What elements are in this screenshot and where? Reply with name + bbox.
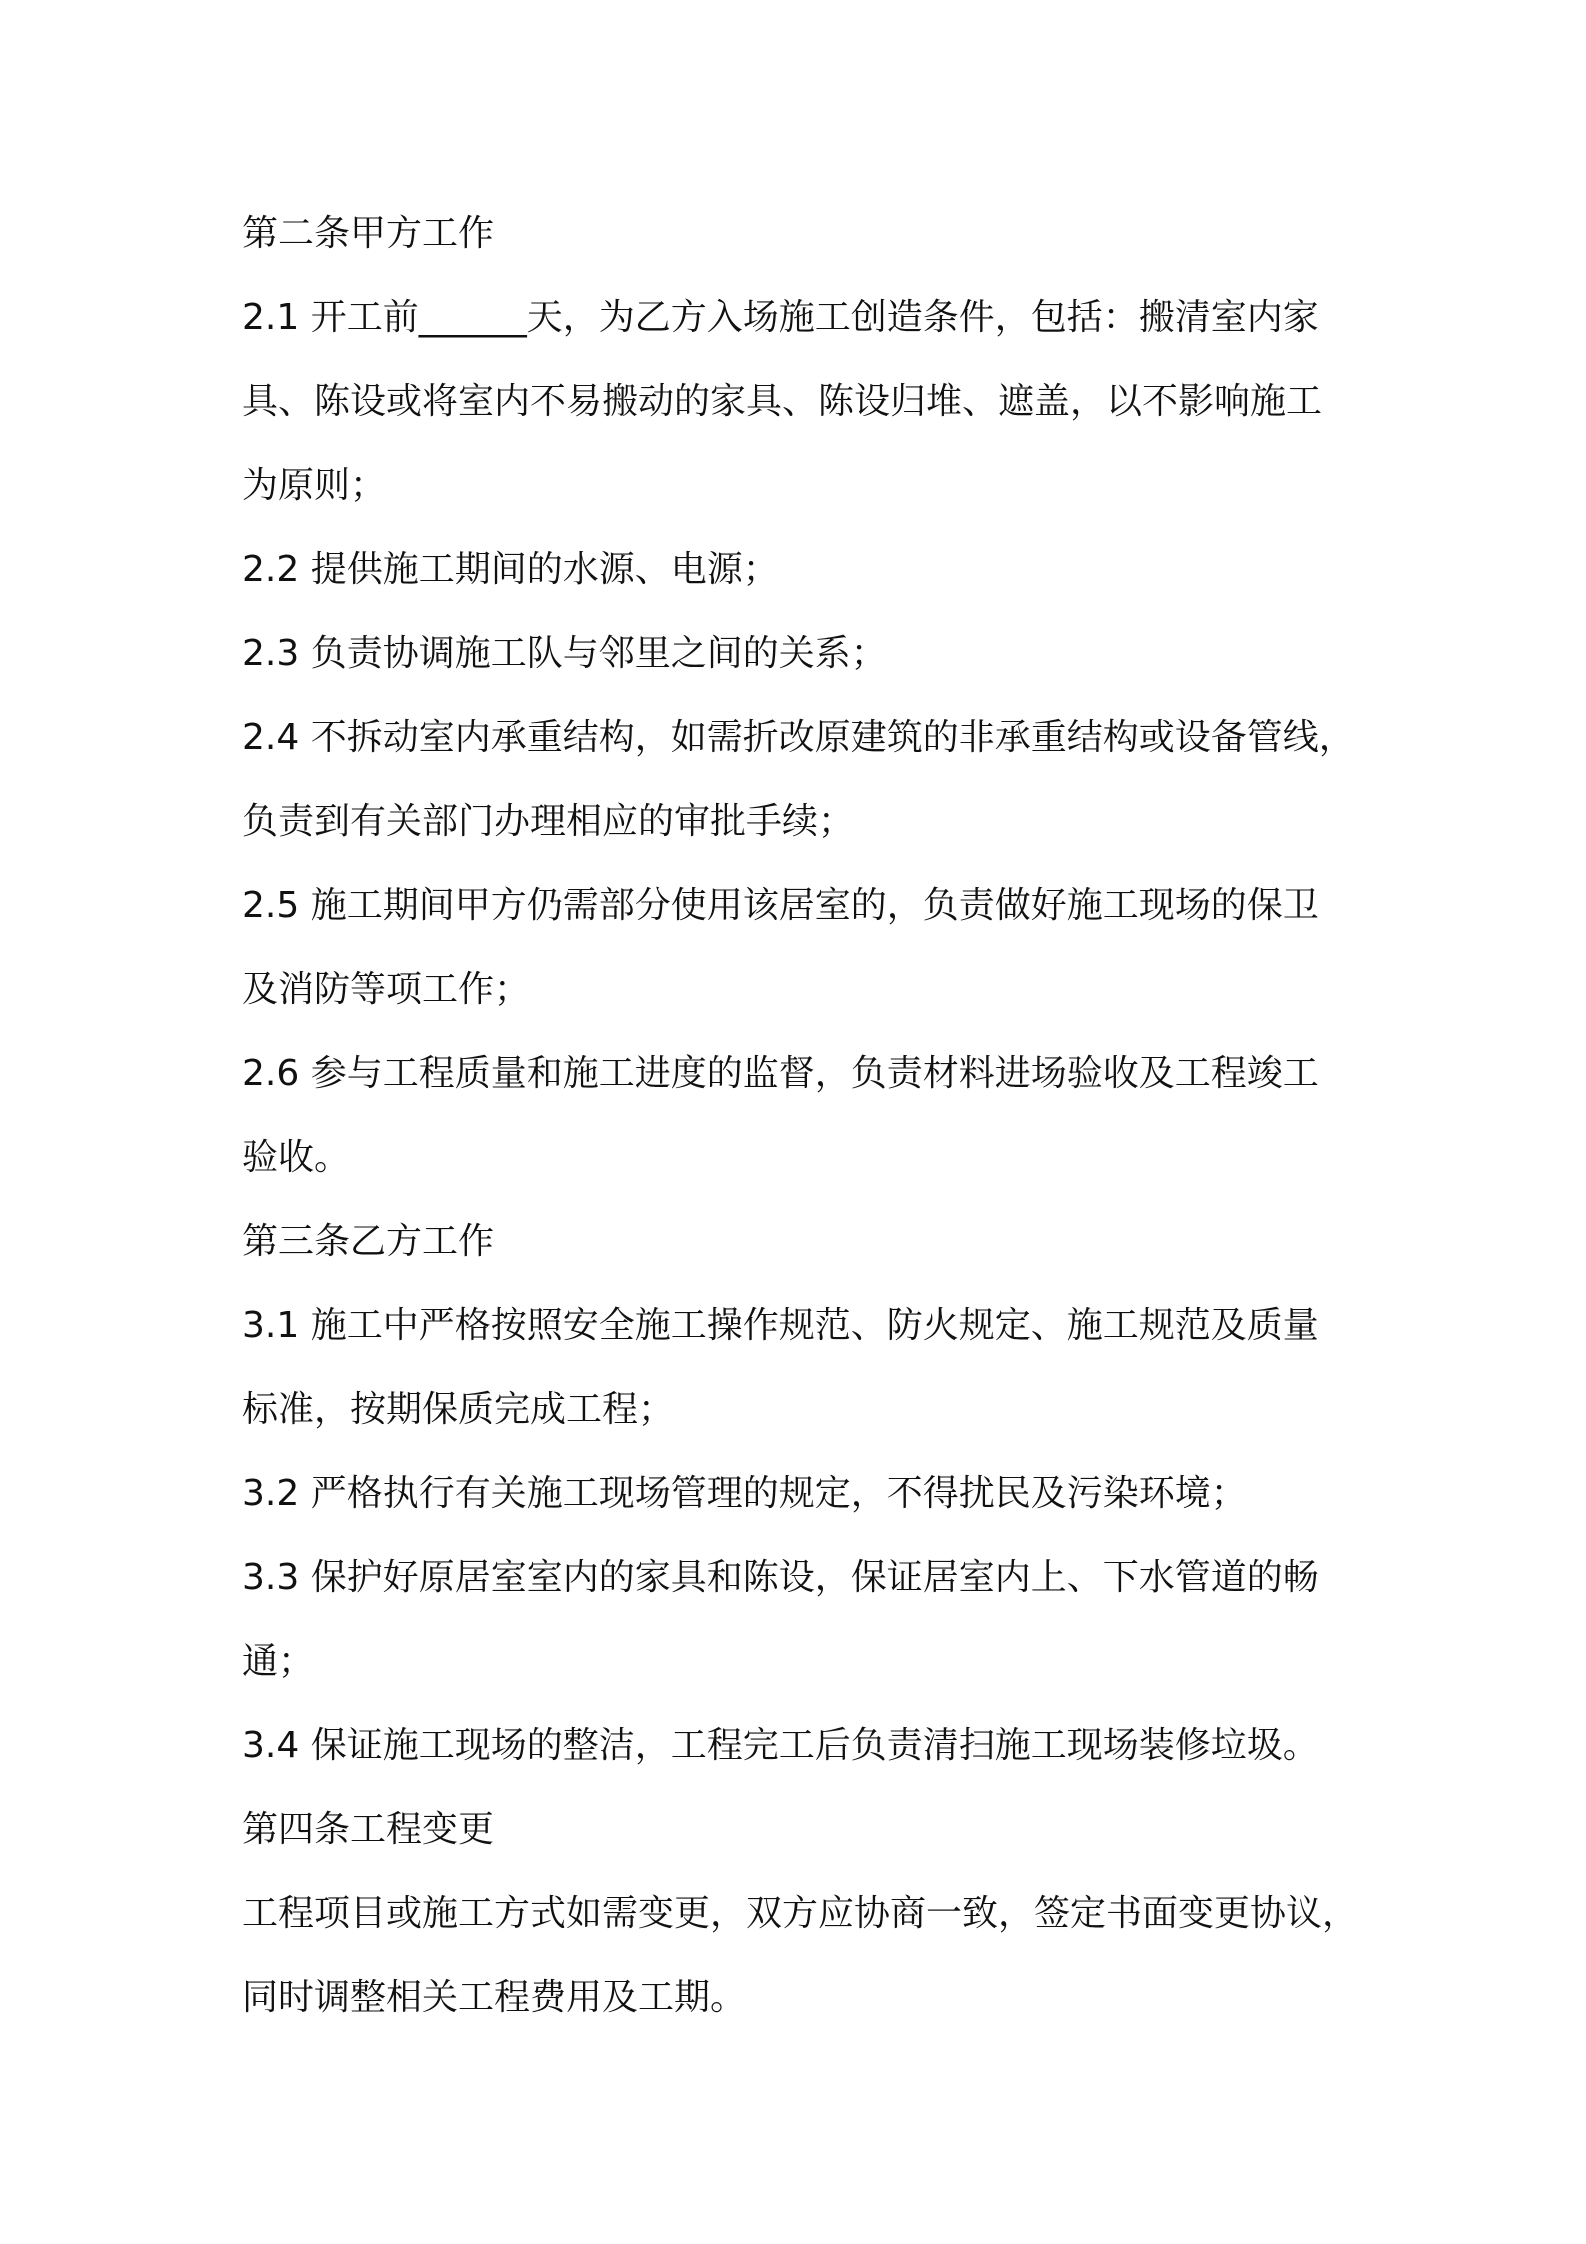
- clause-2-2: 2.2 提供施工期间的水源、电源；: [242, 549, 779, 590]
- clause-2-3: 2.3 负责协调施工队与邻里之间的关系；: [242, 633, 887, 674]
- clause-3-1-line-1: 3.1 施工中严格按照安全施工操作规范、防火规定、施工规范及质量: [242, 1305, 1319, 1346]
- clause-3-4: 3.4 保证施工现场的整洁，工程完工后负责清扫施工现场装修垃圾。: [242, 1725, 1319, 1766]
- clause-2-5-line-2: 及消防等项工作；: [242, 969, 531, 1010]
- clause-2-4-line-1: 2.4 不拆动室内承重结构，如需折改原建筑的非承重结构或设备管线，: [242, 717, 1355, 758]
- article-4-line-1: 工程项目或施工方式如需变更，双方应协商一致，签定书面变更协议，: [242, 1893, 1359, 1934]
- clause-2-4-line-2: 负责到有关部门办理相应的审批手续；: [242, 801, 855, 842]
- clause-2-6-line-1: 2.6 参与工程质量和施工进度的监督，负责材料进场验收及工程竣工: [242, 1053, 1319, 1094]
- section-heading-article-4: 第四条工程变更: [242, 1809, 495, 1850]
- section-heading-article-3: 第三条乙方工作: [242, 1221, 495, 1262]
- clause-2-5-line-1: 2.5 施工期间甲方仍需部分使用该居室的，负责做好施工现场的保卫: [242, 885, 1319, 926]
- clause-2-1-line-1: 2.1 开工前______天，为乙方入场施工创造条件，包括：搬清室内家: [242, 297, 1319, 338]
- clause-3-2: 3.2 严格执行有关施工现场管理的规定，不得扰民及污染环境；: [242, 1473, 1247, 1514]
- clause-3-3-line-1: 3.3 保护好原居室室内的家具和陈设，保证居室内上、下水管道的畅: [242, 1557, 1319, 1598]
- clause-3-1-line-2: 标准，按期保质完成工程；: [242, 1389, 675, 1430]
- clause-3-3-line-2: 通；: [242, 1641, 315, 1682]
- article-4-line-2: 同时调整相关工程费用及工期。: [242, 1977, 747, 2018]
- clause-2-6-line-2: 验收。: [242, 1137, 351, 1178]
- section-heading-article-2: 第二条甲方工作: [242, 213, 495, 254]
- clause-2-1-line-2: 具、陈设或将室内不易搬动的家具、陈设归堆、遮盖，以不影响施工: [242, 381, 1323, 422]
- document-body: [242, 192, 1362, 2040]
- clause-2-1-line-3: 为原则；: [242, 465, 387, 506]
